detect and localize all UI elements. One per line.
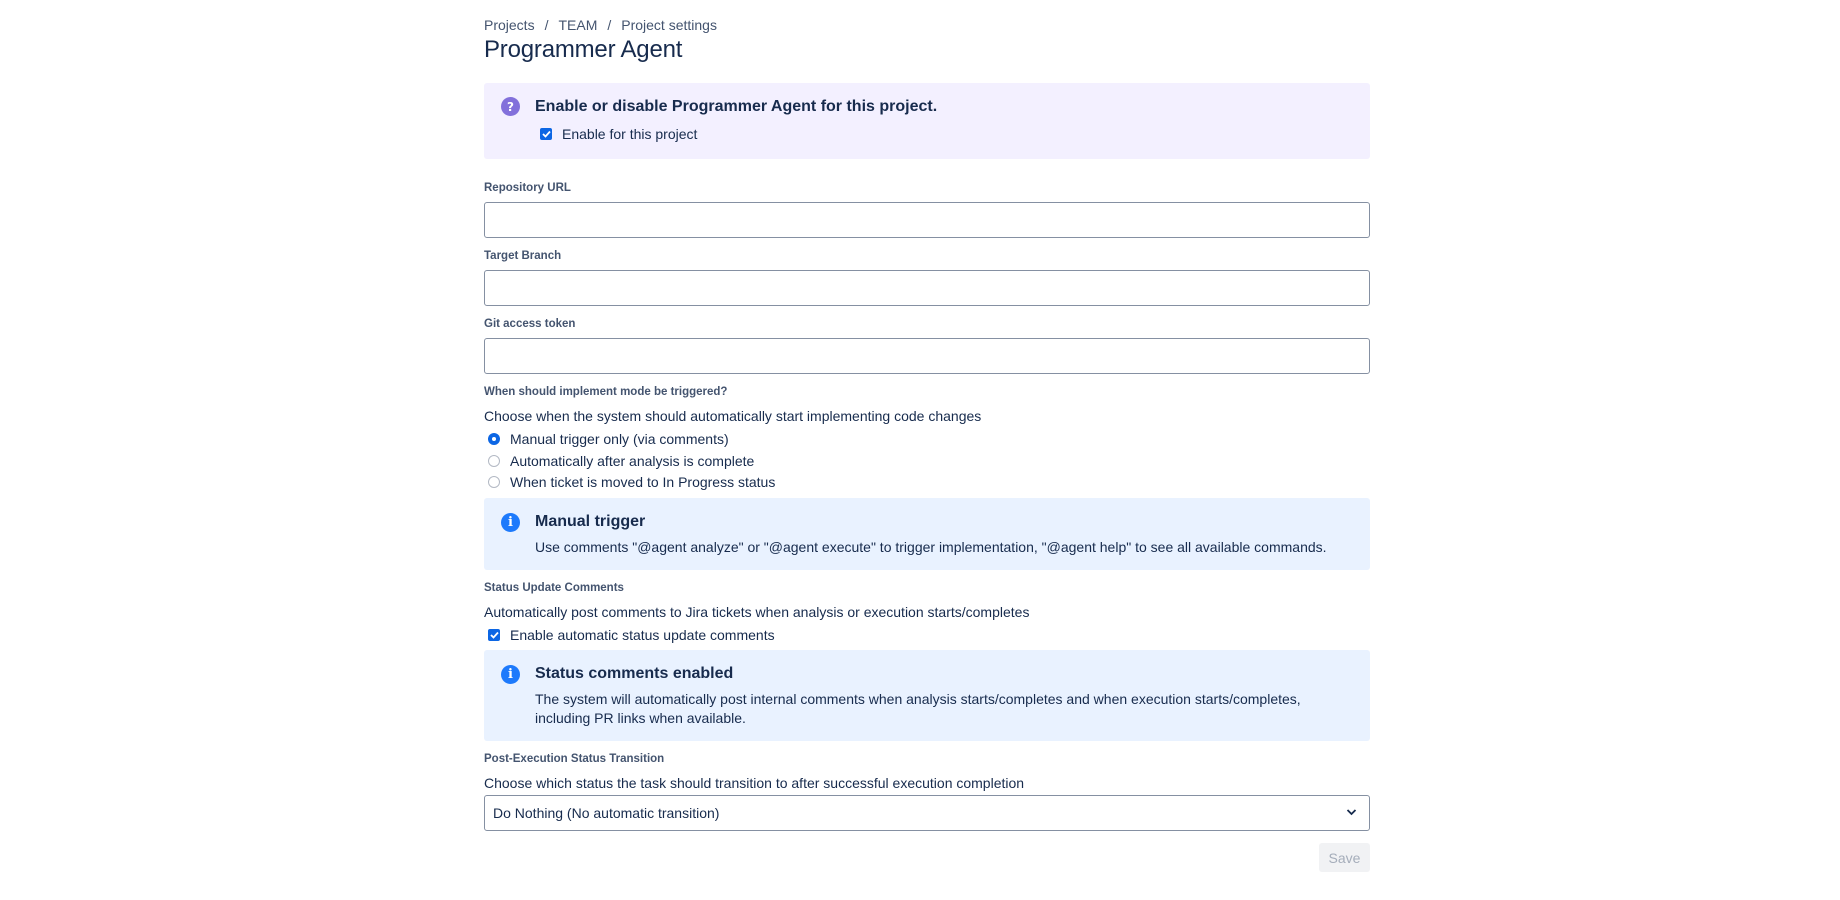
repository-url-label: Repository URL (484, 182, 571, 194)
radio-label: Automatically after analysis is complete (510, 453, 755, 469)
radio-after-analysis[interactable] (488, 453, 754, 469)
info-icon: i (501, 665, 520, 684)
radio-label: Manual trigger only (via comments) (510, 431, 729, 447)
post-execution-description: Choose which status the task should transition to after successful execution completion (484, 775, 1025, 791)
radio-label: When ticket is moved to In Progress status (510, 474, 776, 490)
target-branch-input[interactable] (484, 270, 1370, 306)
git-token-input[interactable] (484, 338, 1370, 374)
repository-url-input[interactable] (484, 202, 1370, 238)
save-button[interactable]: Save (1319, 843, 1370, 872)
manual-trigger-text: Use comments "@agent analyze" or "@agent execute" to trigger implementation, "@agent help" to see all available commands. (535, 539, 1327, 555)
post-execution-label: Post-Execution Status Transition (484, 753, 665, 765)
manual-trigger-heading: Manual trigger (535, 513, 646, 530)
radio-manual-trigger[interactable] (488, 431, 729, 447)
post-execution-select[interactable] (484, 795, 1370, 831)
implement-mode-label: When should implement mode be triggered? (484, 386, 728, 398)
enable-project-label: Enable for this project (562, 126, 698, 142)
status-comments-description: Automatically post comments to Jira tickets when analysis or execution starts/completes (484, 604, 1030, 620)
breadcrumb-team[interactable]: TEAM (558, 17, 598, 33)
status-comments-checkbox-label: Enable automatic status update comments (510, 627, 775, 643)
post-execution-selected-value: Do Nothing (No automatic transition) (493, 805, 720, 821)
target-branch-label: Target Branch (484, 250, 562, 262)
checkbox-checked-icon[interactable] (488, 629, 500, 641)
manual-trigger-info-panel (484, 498, 1370, 570)
breadcrumb-separator: / (607, 17, 612, 33)
status-comments-info-panel (484, 650, 1370, 741)
radio-in-progress[interactable] (488, 474, 775, 490)
question-circle-icon: ? (501, 97, 520, 116)
chevron-down-icon (1346, 808, 1357, 816)
breadcrumb-separator: / (544, 17, 549, 33)
status-comments-label: Status Update Comments (484, 582, 624, 594)
radio-unselected-icon[interactable] (488, 455, 500, 467)
status-comments-info-text: The system will automatically post internal comments when analysis starts/completes and when execution starts/completes, including PR links when available. (535, 691, 1301, 726)
radio-selected-icon[interactable] (488, 433, 500, 445)
enable-panel-heading: Enable or disable Programmer Agent for this project. (535, 98, 938, 115)
radio-unselected-icon[interactable] (488, 476, 500, 488)
breadcrumb-projects[interactable]: Projects (484, 17, 535, 33)
implement-mode-description: Choose when the system should automatically start implementing code changes (484, 408, 982, 424)
enable-project-checkbox[interactable] (540, 126, 697, 142)
breadcrumb-project-settings[interactable]: Project settings (621, 17, 717, 33)
status-comments-info-heading: Status comments enabled (535, 665, 734, 682)
page-title: Programmer Agent (484, 36, 683, 63)
checkbox-checked-icon[interactable] (540, 128, 552, 140)
info-icon: i (501, 513, 520, 532)
status-comments-checkbox[interactable] (488, 627, 775, 643)
git-token-label: Git access token (484, 318, 576, 330)
breadcrumb (484, 17, 717, 33)
enable-panel (484, 83, 1370, 159)
